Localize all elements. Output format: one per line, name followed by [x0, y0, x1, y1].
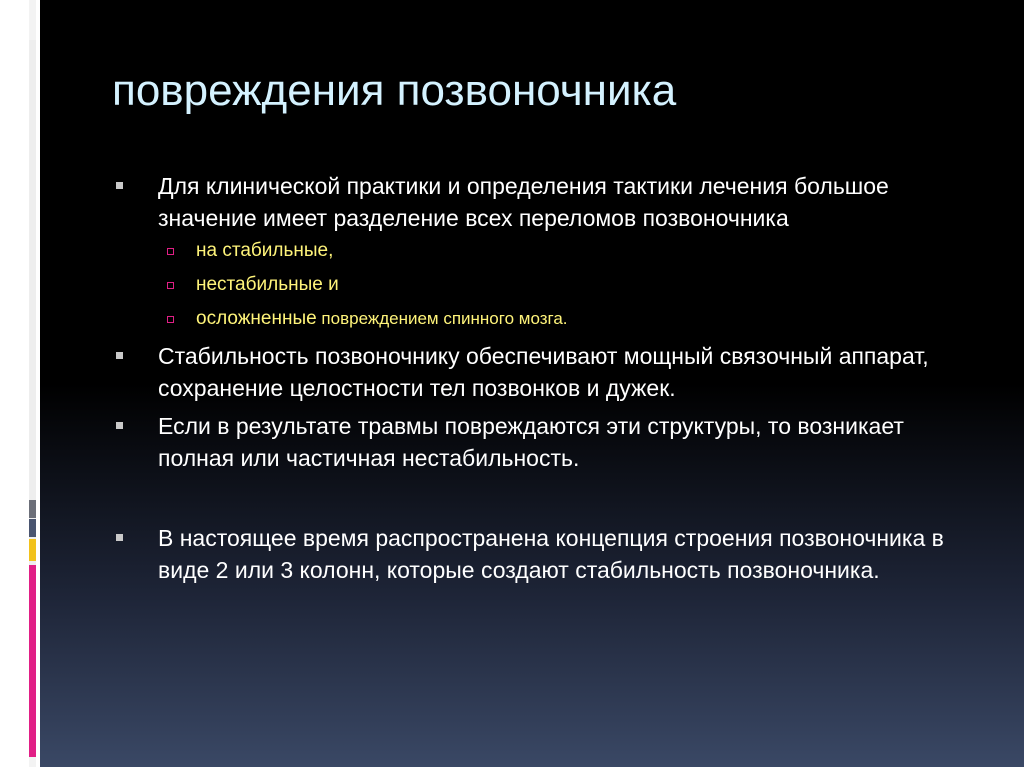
slide-title: повреждения позвоночника: [112, 66, 677, 115]
slide: [40, 0, 1024, 767]
sub-bullet-text: нестабильные и: [196, 274, 339, 295]
strip-slate-block: [29, 519, 36, 537]
hollow-square-bullet-icon: [167, 248, 174, 255]
strip-magenta-block: [29, 565, 36, 757]
bullet-text: Если в результате травмы повреждаются эти структуры, то возникает полная или частичная нестабильность.: [158, 413, 904, 471]
bullet-list: [116, 170, 956, 586]
bullet-item: [116, 410, 956, 474]
bullet-item: [116, 340, 956, 404]
sub-bullet-list: [158, 234, 956, 336]
hollow-square-bullet-icon: [167, 282, 174, 289]
hollow-square-bullet-icon: [167, 316, 174, 323]
square-bullet-icon: [116, 182, 123, 189]
bullet-item: [116, 522, 956, 586]
sub-bullet-item: [158, 302, 956, 336]
sub-bullet-item: [158, 268, 956, 302]
square-bullet-icon: [116, 352, 123, 359]
bullet-text: В настоящее время распространена концепция строения позвоночника в виде 2 или 3 колонн, которые создают стабильность позвоночника.: [158, 525, 944, 583]
square-bullet-icon: [116, 422, 123, 429]
bullet-text: Для клинической практики и определения тактики лечения большое значение имеет разделение всех переломов позвоночника: [158, 173, 889, 231]
sub-bullet-text: осложненные: [196, 308, 317, 329]
sub-bullet-text-small: повреждением спинного мозга.: [316, 309, 568, 328]
bullet-text: Стабильность позвоночнику обеспечивают мощный связочный аппарат, сохранение целостности тел позвонков и дужек.: [158, 343, 929, 401]
square-bullet-icon: [116, 534, 123, 541]
strip-gray-block: [29, 500, 36, 518]
bullet-item: [116, 170, 956, 336]
left-accent-strip: [0, 0, 40, 767]
sub-bullet-text: на стабильные,: [196, 240, 334, 261]
strip-yellow-block: [29, 539, 36, 561]
sub-bullet-item: [158, 234, 956, 268]
